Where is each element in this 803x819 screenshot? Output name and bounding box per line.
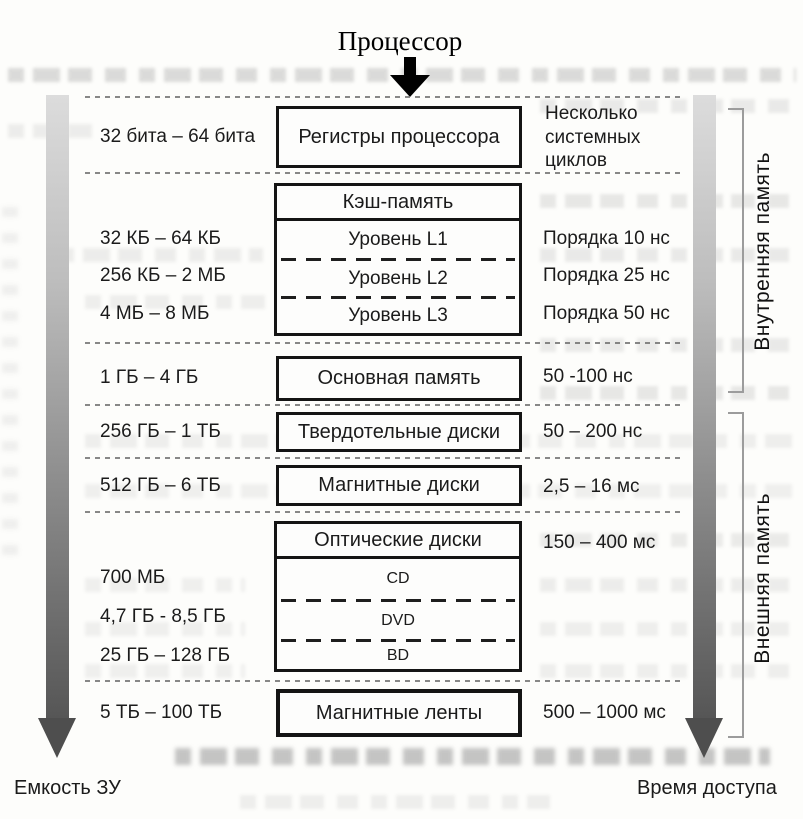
section-divider [85,457,685,459]
cache-l2-time-label: Порядка 25 нс [543,265,670,286]
registers-capacity-label: 32 бита – 64 бита [100,126,256,147]
cache-level-row-l1: Уровень L1 [348,228,448,250]
cache-l1-capacity-label: 32 КБ – 64 КБ [100,228,222,249]
cache-level-row-l3: Уровень L3 [348,305,448,326]
section-divider [85,342,685,344]
tape-box-label: Магнитные ленты [315,701,483,724]
registers-time-label: Несколько системных циклов [545,103,641,171]
access-time-arrow-shaft [693,95,716,718]
tape-time-label: 500 – 1000 мс [543,702,666,723]
section-divider [85,404,685,406]
capacity-arrow-shaft [46,95,69,718]
optical-row-bd: BD [386,646,410,664]
external-memory-bracket [728,412,744,738]
internal-memory-bracket [728,108,744,393]
capacity-axis-label: Емкость ЗУ [14,777,121,799]
processor-arrow-head [390,75,430,97]
page-edge-noise [2,205,18,555]
ssd-capacity-label: 256 ГБ – 1 ТБ [100,421,221,442]
hdd-time-label: 2,5 – 16 мс [543,476,640,497]
hdd-box [276,465,522,506]
cache-l3-time-label: Порядка 50 нс [543,303,670,324]
main-memory-box [276,356,522,401]
cache-l3-capacity-label: 4 МБ – 8 МБ [100,303,210,324]
capacity-arrow-head [38,718,76,758]
ssd-time-label: 50 – 200 нс [543,421,643,442]
hdd-box-label: Магнитные диски [318,474,480,496]
ghost-text-line [175,748,770,765]
optical-row-dvd: DVD [381,611,415,629]
section-divider [85,511,685,513]
internal-memory-label: Внутренняя память [751,152,774,351]
cd-capacity-label: 700 МБ [100,567,166,588]
ghost-text-line [540,664,795,678]
ssd-box [276,412,522,452]
ghost-text-line [58,248,263,262]
external-memory-label: Внешняя память [751,493,774,664]
ghost-text-line [540,386,800,400]
hdd-capacity-label: 512 ГБ – 6 ТБ [100,475,221,496]
tape-capacity-label: 5 ТБ – 100 ТБ [100,702,223,723]
cache-title: Кэш-память [277,186,519,221]
cache-level-row-l2: Уровень L2 [348,267,448,289]
optical-title: Оптические диски [277,524,519,559]
optical-box [274,521,522,672]
time-axis-label: Время доступа [637,777,777,799]
registers-box [276,106,522,168]
processor-arrow-shaft [404,57,416,77]
main-memory-box-label: Основная память [317,367,481,389]
optical-time-label: 150 – 400 мс [543,532,656,553]
cache-l1-time-label: Порядка 10 нс [543,228,670,249]
processor-label: Процессор [337,26,463,56]
access-time-arrow-head [685,718,723,758]
ghost-text-line [240,795,550,809]
main-memory-time-label: 50 -100 нс [543,366,633,387]
main-memory-capacity-label: 1 ГБ – 4 ГБ [100,367,199,388]
cache-box [274,183,522,336]
ssd-box-label: Твердотельные диски [297,420,501,443]
section-divider [85,96,685,98]
dvd-capacity-label: 4,7 ГБ - 8,5 ГБ [100,606,226,627]
tape-box [276,689,522,737]
section-divider [85,680,685,682]
optical-row-cd: CD [386,570,410,587]
bd-capacity-label: 25 ГБ – 128 ГБ [100,645,231,666]
registers-box-label: Регистры процессора [298,125,500,148]
cache-l2-capacity-label: 256 КБ – 2 МБ [100,265,226,286]
